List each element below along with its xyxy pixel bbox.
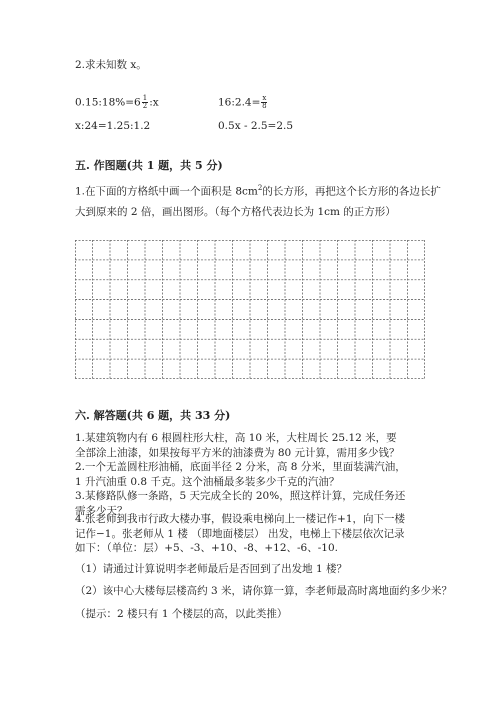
section-6-question-2: 2.一个无盖圆柱形油桶，底面半径 2 分米，高 8 分米，里面装满汽油，1 升汽油重 0.8 千克。这个油桶最多装多少千克的汽油？ <box>75 461 406 488</box>
equation-4: 0.5x - 2.5=2.5 <box>218 120 294 132</box>
section-5-question-1 <box>75 178 441 222</box>
equation-2 <box>218 95 268 110</box>
section-5-question-1-line-2: 大到原来的 2 倍，画出图形。（每个方格代表边长为 1cm 的正方形） <box>75 205 396 218</box>
section-6-question-3: 3.某修路队修一条路，5 天完成全长的 20%，照这样计算，完成任务还需多少天？ <box>75 490 406 517</box>
fraction-numerator: x <box>262 94 267 102</box>
equation-3: x:24=1.25:1.2 <box>75 120 151 132</box>
question-text: 的长方形，再把这个长方形的各边长扩 <box>262 185 441 198</box>
equation-2-fraction <box>261 95 267 110</box>
section-6-question-4-hint: （提示：2 楼只有 1 个楼层的高，以此类推） <box>75 608 288 620</box>
equation-1-prefix: 0.15:18%=6 <box>75 96 141 109</box>
section-5-question-1-line-1 <box>75 178 441 202</box>
section-5-title: 五. 作图题(共 1 题，共 5 分) <box>75 159 223 172</box>
fraction-denominator: 8 <box>262 102 267 110</box>
equation-1 <box>75 95 159 110</box>
superscript: 2 <box>257 184 263 192</box>
fraction-denominator: 2 <box>142 102 148 110</box>
section-6-question-1: 1.某建筑物内有 6 根圆柱形大柱，高 10 米，大柱周长 25.12 米，要全部涂上油漆，如果按每平方米的油漆费为 80 元计算，需用多少钱？ <box>75 432 400 459</box>
drawing-grid[interactable] <box>75 240 425 379</box>
equation-1-suffix: :x <box>149 96 159 109</box>
section-6-question-4-part-2: （2）该中心大楼每层楼高约 3 米，请你算一算，李老师最高时离地面约多少米？ <box>75 585 453 597</box>
section-6-question-4: 4.张老师到我市行政大楼办事，假设乘电梯向上一楼记作+1，向下一楼记作−1。张老师从 1 楼 （即地面楼层） 出发，电梯上下楼层依次记录如下：（单位：层）+5、-3、+10、-8、+12、-6、-10. <box>75 513 405 554</box>
equation-2-prefix: 16:2.4= <box>218 96 261 109</box>
question-2-title: 2.求未知数 x。 <box>75 59 147 71</box>
equation-1-fraction <box>142 95 148 110</box>
section-6-question-4-part-1: （1）请通过计算说明李老师最后是否回到了出发地 1 楼？ <box>75 563 348 575</box>
question-text: 1.在下面的方格纸中画一个面积是 8cm <box>75 185 258 198</box>
section-6-title: 六. 解答题(共 6 题，共 33 分) <box>75 409 231 422</box>
fraction-numerator: 1 <box>142 94 148 102</box>
